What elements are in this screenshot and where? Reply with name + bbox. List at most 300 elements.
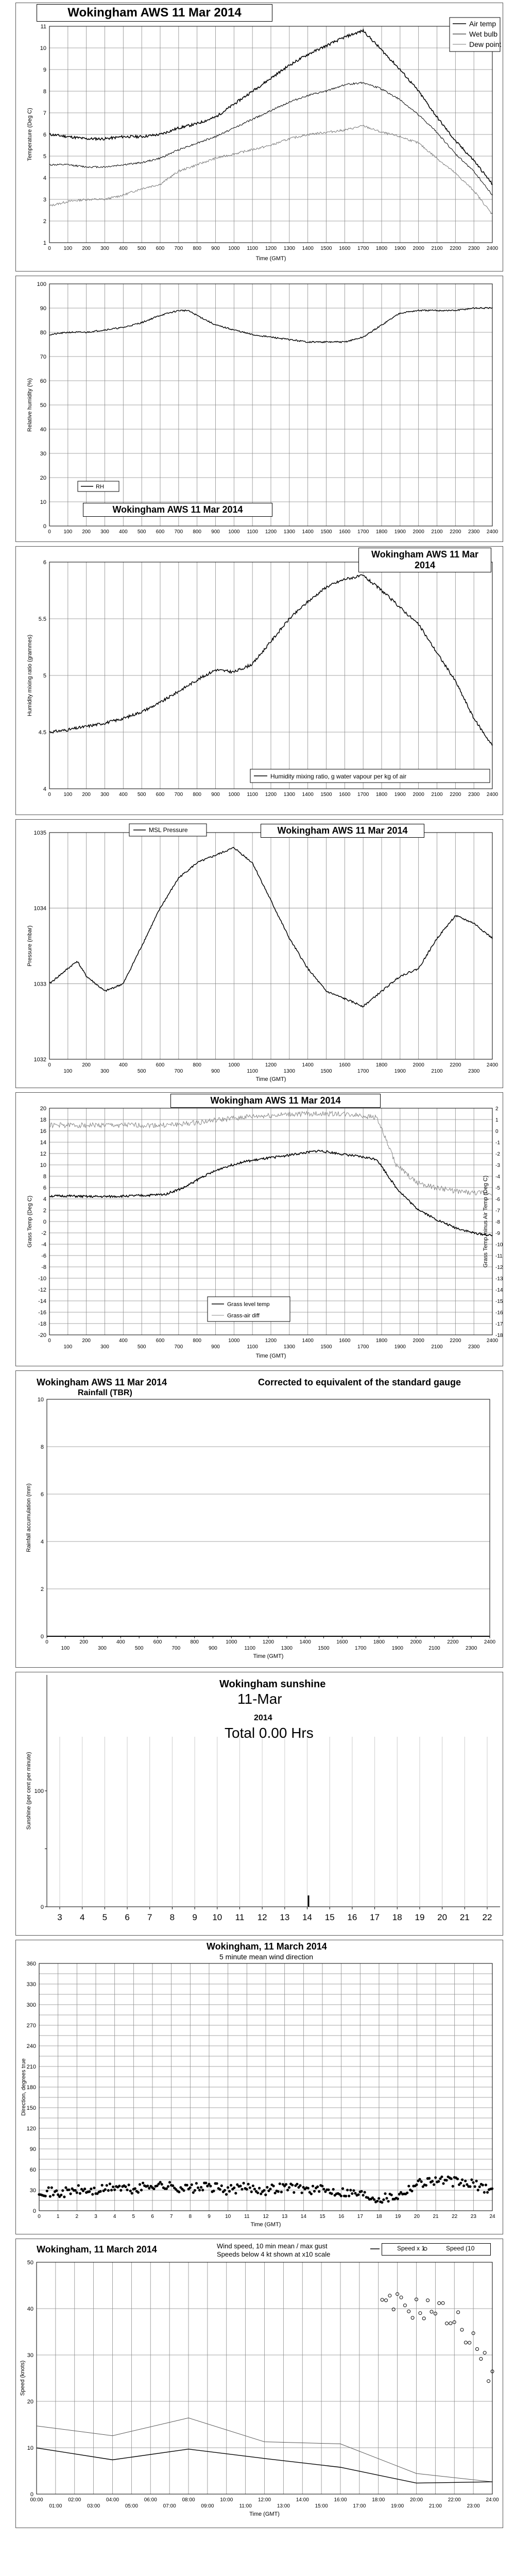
scatter-point	[415, 2183, 418, 2186]
x-tick-label: 2100	[431, 529, 443, 535]
x-tick-label: 1200	[265, 529, 277, 535]
x-tick-label: 1700	[355, 1646, 367, 1651]
x-tick-label: 7	[147, 1912, 152, 1922]
x-tick-label: 04:00	[106, 2497, 119, 2503]
x-tick-label: 1300	[281, 1646, 293, 1651]
x-tick-label: 21	[433, 2214, 439, 2219]
x-tick-label: 500	[134, 1646, 144, 1651]
y-tick-label: -10	[38, 1276, 46, 1282]
scatter-point	[63, 2196, 65, 2198]
y2-tick-label: -16	[495, 1310, 503, 1316]
y-tick-label: -16	[38, 1310, 46, 1316]
scatter-point	[286, 2189, 289, 2191]
x-tick-label: 100	[63, 1344, 73, 1350]
x-tick-label: 1100	[247, 792, 258, 798]
scatter-point	[88, 2190, 91, 2193]
scatter-point-speed-x10	[457, 2311, 460, 2314]
scatter-point	[200, 2186, 202, 2189]
x-tick-label: 900	[211, 529, 220, 535]
x-tick-label: 0	[48, 792, 51, 798]
x-tick-label: 500	[137, 529, 146, 535]
y-tick-label: 10	[27, 2445, 33, 2451]
x-tick-label: 8	[188, 2214, 192, 2219]
y-axis-label: Sunshine (per cent per minute)	[26, 1752, 32, 1830]
y2-tick-label: -17	[495, 1321, 503, 1327]
scatter-point	[486, 2191, 489, 2194]
x-tick-label: 2100	[431, 1069, 443, 1074]
x-tick-label: 1300	[283, 1344, 295, 1350]
y-tick-label: 300	[26, 2002, 36, 2008]
x-tick-label: 17	[357, 2214, 363, 2219]
y-axis-label: Rainfall accumulation (mm)	[26, 1483, 32, 1552]
scatter-point	[340, 2195, 342, 2197]
x-tick-label: 800	[193, 792, 202, 798]
x-tick-label: 1400	[299, 1639, 311, 1645]
x-axis-label: Time (GMT)	[249, 2511, 280, 2517]
x-tick-label: 600	[156, 1338, 165, 1344]
y-tick-label: 20	[27, 2399, 33, 2405]
scatter-point	[49, 2195, 52, 2198]
scatter-point	[91, 2193, 94, 2196]
x-tick-label: 1900	[394, 246, 406, 251]
x-tick-label: 300	[100, 246, 109, 251]
y-tick-label: 3	[43, 197, 46, 203]
x-tick-label: 700	[174, 246, 183, 251]
scatter-point-speed-x10	[483, 2351, 486, 2354]
x-tick-label: 0	[48, 1338, 51, 1344]
y-tick-label: 5	[43, 154, 46, 160]
x-tick-label: 300	[100, 1344, 109, 1350]
y-tick-label: 40	[27, 2306, 33, 2312]
scatter-point	[362, 2194, 365, 2196]
chart-subtitle-2: Speeds below 4 kt shown at x10 scale	[217, 2250, 331, 2258]
y-tick-label: 10	[40, 1162, 46, 1168]
scatter-point	[249, 2187, 251, 2189]
y-tick-label: 12	[40, 1151, 46, 1157]
y-tick-label: 0	[43, 523, 46, 530]
y-tick-label: 0	[32, 2208, 36, 2214]
chart-total: Total 0.00 Hrs	[225, 1725, 314, 1741]
scatter-point	[107, 2189, 110, 2192]
x-tick-label: 13	[282, 2214, 288, 2219]
x-tick-label: 10	[212, 1912, 222, 1922]
scatter-point	[288, 2186, 290, 2189]
scatter-point	[186, 2184, 188, 2187]
x-tick-label: 2000	[413, 1062, 424, 1068]
y-tick-label: 5.5	[38, 616, 46, 622]
x-tick-label: 100	[63, 529, 73, 535]
x-tick-label: 1300	[283, 1069, 295, 1074]
scatter-point	[189, 2187, 192, 2189]
x-tick-label: 2200	[450, 792, 461, 798]
scatter-point	[250, 2191, 253, 2193]
scatter-point	[128, 2183, 130, 2186]
scatter-point	[83, 2188, 86, 2190]
y-tick-label: 7	[43, 110, 46, 116]
scatter-point	[272, 2184, 275, 2187]
y-tick-label: 30	[40, 451, 46, 457]
x-tick-label: 200	[82, 792, 91, 798]
scatter-point	[434, 2176, 437, 2179]
x-tick-label: 800	[193, 1338, 202, 1344]
scatter-point	[77, 2184, 80, 2187]
y2-tick-label: -2	[495, 1151, 500, 1157]
x-tick-label: 1600	[336, 1639, 348, 1645]
x-tick-label: 1900	[394, 529, 406, 535]
x-tick-label: 300	[100, 529, 109, 535]
scatter-point	[216, 2182, 218, 2185]
scatter-point	[459, 2182, 462, 2184]
x-tick-label: 2300	[468, 1344, 480, 1350]
x-tick-label: 1000	[228, 529, 240, 535]
scatter-point	[296, 2183, 298, 2185]
scatter-point	[195, 2182, 198, 2184]
scatter-point	[204, 2182, 207, 2184]
x-tick-label: 16:00	[334, 2497, 347, 2503]
scatter-point-speed-x10	[392, 2308, 395, 2311]
scatter-point	[442, 2182, 444, 2185]
x-tick-label: 1200	[265, 1338, 277, 1344]
scatter-point	[410, 2190, 413, 2192]
scatter-point-speed-x10	[422, 2317, 425, 2320]
x-tick-label: 8	[169, 1912, 175, 1922]
x-tick-label: 9	[192, 1912, 197, 1922]
x-tick-label: 9	[208, 2214, 211, 2219]
scatter-point	[373, 2198, 375, 2201]
legend-label-grass-temp: Grass level temp	[227, 1301, 270, 1308]
scatter-point	[349, 2189, 352, 2191]
y2-tick-label: -9	[495, 1231, 500, 1236]
x-tick-label: 2300	[468, 529, 480, 535]
scatter-point	[212, 2190, 215, 2192]
y-tick-label: -6	[41, 1253, 46, 1259]
y-tick-label: 330	[26, 1981, 36, 1988]
x-tick-label: 100	[63, 1069, 73, 1074]
x-tick-label: 2100	[431, 792, 443, 798]
y-tick-label: -14	[38, 1298, 46, 1304]
chart-title: Wokingham, 11 March 2014	[37, 2244, 157, 2255]
y-tick-label: 14	[40, 1140, 46, 1146]
x-tick-label: 18:00	[372, 2497, 385, 2503]
grass-temp-chart	[16, 1093, 503, 1366]
y-axis-label: Direction, degrees true	[21, 2058, 27, 2116]
scatter-point	[201, 2189, 204, 2191]
scatter-point	[266, 2186, 268, 2189]
x-tick-label: 1200	[262, 1639, 274, 1645]
scatter-point	[332, 2188, 335, 2191]
x-tick-label: 200	[82, 529, 91, 535]
x-tick-label: 6	[151, 2214, 154, 2219]
x-tick-label: 2200	[450, 529, 461, 535]
x-tick-label: 1200	[265, 246, 277, 251]
x-tick-label: 700	[174, 529, 183, 535]
x-axis-label: Time (GMT)	[255, 1076, 286, 1082]
scatter-point	[327, 2189, 330, 2191]
y-tick-label: 20	[40, 475, 46, 481]
x-tick-label: 23	[470, 2214, 476, 2219]
x-tick-label: 2100	[431, 246, 443, 251]
x-tick-label: 1600	[339, 1062, 351, 1068]
y-tick-label: 30	[27, 2352, 33, 2359]
x-tick-label: 18	[392, 1912, 402, 1922]
scatter-point-speed-x10	[426, 2299, 430, 2302]
x-tick-label: 100	[63, 246, 73, 251]
x-tick-label: 22	[452, 2214, 458, 2219]
chart-title: Wokingham AWS 11 Mar 2014	[170, 1094, 381, 1108]
y-tick-label: 2	[43, 1208, 46, 1214]
mixing-ratio-chart-panel	[15, 546, 503, 815]
scatter-point	[70, 2193, 72, 2195]
x-tick-label: 16	[338, 2214, 345, 2219]
y-tick-label: 0	[43, 1219, 46, 1225]
scatter-point	[313, 2190, 316, 2193]
y-axis-label: Humidity mixing ratio (grammes)	[27, 634, 33, 717]
scatter-point-speed-x10	[411, 2316, 414, 2319]
x-tick-label: 16	[347, 1912, 357, 1922]
scatter-point-speed-x10	[449, 2322, 452, 2325]
x-tick-label: 2400	[486, 1338, 499, 1344]
scatter-point	[345, 2195, 347, 2197]
x-tick-label: 200	[82, 1062, 91, 1068]
x-tick-label: 1600	[339, 246, 351, 251]
y-tick-label: 50	[27, 2260, 33, 2266]
scatter-point	[93, 2187, 95, 2189]
x-tick-label: 1100	[247, 246, 258, 251]
x-tick-label: 200	[79, 1639, 89, 1645]
scatter-point	[171, 2184, 174, 2187]
scatter-point	[474, 2185, 476, 2188]
chart-date: 11-Mar	[237, 1691, 282, 1707]
scatter-point	[243, 2182, 245, 2184]
x-tick-label: 2000	[413, 792, 424, 798]
scatter-point	[64, 2187, 67, 2189]
scatter-point	[346, 2189, 349, 2191]
scatter-point	[228, 2190, 231, 2193]
scatter-point	[47, 2187, 50, 2189]
x-tick-label: 05:00	[125, 2503, 138, 2509]
scatter-point	[112, 2185, 114, 2188]
x-tick-label: 900	[211, 1069, 220, 1074]
x-tick-label: 06:00	[144, 2497, 157, 2503]
scatter-point	[90, 2188, 92, 2190]
chart-year: 2014	[254, 1714, 272, 1722]
scatter-point	[124, 2185, 127, 2188]
x-tick-label: 0	[45, 1639, 48, 1645]
x-tick-label: 2300	[468, 246, 480, 251]
scatter-point	[419, 2178, 421, 2181]
scatter-point	[390, 2194, 393, 2196]
scatter-point	[280, 2191, 283, 2193]
chart-note: Corrected to equivalent of the standard gauge	[258, 1377, 461, 1387]
scatter-point	[464, 2180, 467, 2182]
x-tick-label: 5	[102, 1912, 108, 1922]
legend-label-grass-air-diff: Grass-air diff	[227, 1313, 260, 1319]
scatter-point-speed-x10	[400, 2296, 403, 2299]
scatter-point	[348, 2195, 350, 2197]
scatter-point	[140, 2189, 143, 2191]
scatter-point	[79, 2192, 81, 2195]
wind-direction-chart-panel	[15, 1940, 503, 2234]
scatter-point	[382, 2198, 385, 2201]
x-tick-label: 1100	[247, 1344, 258, 1350]
scatter-point	[377, 2197, 380, 2200]
x-tick-label: 18	[376, 2214, 382, 2219]
scatter-point	[461, 2178, 464, 2181]
scatter-point	[44, 2195, 47, 2197]
y2-tick-label: -6	[495, 1197, 500, 1202]
scatter-point	[312, 2185, 314, 2188]
x-tick-label: 700	[174, 792, 183, 798]
y-tick-label: 30	[29, 2188, 36, 2194]
scatter-point	[131, 2192, 133, 2195]
x-tick-label: 1500	[320, 792, 332, 798]
scatter-point	[118, 2184, 121, 2187]
y-tick-label: -8	[41, 1264, 46, 1270]
chart-title: Wokingham sunshine	[219, 1679, 326, 1690]
scatter-point	[301, 2192, 303, 2194]
x-tick-label: 4	[113, 2214, 116, 2219]
x-tick-label: 1400	[302, 529, 314, 535]
scatter-point	[161, 2183, 163, 2185]
y-tick-label: 5	[43, 673, 46, 679]
x-tick-label: 1000	[228, 1062, 240, 1068]
scatter-point	[220, 2184, 223, 2187]
scatter-point	[310, 2193, 313, 2195]
scatter-point	[352, 2189, 355, 2192]
scatter-point	[106, 2184, 108, 2187]
x-tick-label: 400	[118, 246, 128, 251]
scatter-point	[104, 2188, 107, 2191]
scatter-point	[148, 2187, 150, 2190]
scatter-point	[168, 2181, 171, 2183]
scatter-point	[364, 2191, 366, 2194]
scatter-point	[341, 2187, 344, 2190]
scatter-point	[126, 2189, 128, 2191]
scatter-point	[472, 2181, 474, 2184]
x-tick-label: 700	[174, 1069, 183, 1074]
x-tick-label: 800	[193, 1062, 202, 1068]
y-tick-label: 80	[40, 330, 46, 336]
chart-title: Wokingham AWS 11 Mar 2014	[37, 4, 272, 22]
y-tick-label: 10	[37, 1397, 44, 1403]
x-tick-label: 4	[79, 1912, 85, 1922]
scatter-point	[99, 2190, 102, 2193]
y-tick-label: 270	[26, 2023, 36, 2029]
scatter-point	[76, 2191, 78, 2194]
scatter-point	[67, 2189, 70, 2191]
scatter-point-speed-x10	[460, 2328, 464, 2331]
mixing-ratio-chart	[16, 547, 503, 815]
x-tick-label: 2000	[413, 1338, 424, 1344]
x-tick-label: 1800	[373, 1639, 385, 1645]
scatter-point	[470, 2178, 473, 2181]
x-tick-label: 23:00	[467, 2503, 480, 2509]
x-tick-label: 900	[211, 246, 220, 251]
y-tick-label: 180	[26, 2084, 36, 2091]
x-tick-label: 00:00	[30, 2497, 43, 2503]
scatter-point	[225, 2193, 228, 2196]
y-tick-label: 11	[40, 24, 46, 30]
scatter-point-speed-x10	[476, 2348, 479, 2351]
scatter-point-speed-x10	[441, 2301, 444, 2304]
x-tick-label: 11:00	[239, 2503, 252, 2509]
x-tick-label: 1800	[375, 246, 388, 251]
scatter-point	[437, 2180, 440, 2183]
x-tick-label: 15	[324, 1912, 335, 1922]
scatter-point	[252, 2184, 254, 2187]
x-tick-label: 2400	[484, 1639, 496, 1645]
x-tick-label: 1800	[375, 1062, 388, 1068]
temperature-chart-panel	[15, 3, 503, 272]
scatter-point	[239, 2184, 242, 2187]
scatter-point	[269, 2188, 271, 2190]
legend-dew-point: Dew point	[469, 40, 502, 48]
y-tick-label: 100	[37, 281, 46, 287]
y2-tick-label: -18	[495, 1333, 503, 1338]
scatter-point-speed-x10	[403, 2304, 406, 2307]
x-tick-label: 400	[118, 1338, 128, 1344]
x-tick-label: 1	[56, 2214, 60, 2219]
x-tick-label: 01:00	[49, 2503, 62, 2509]
y-tick-label: 60	[29, 2167, 36, 2173]
y-tick-label: 4	[43, 1196, 46, 1202]
legend-air-temp: Air temp	[469, 20, 496, 28]
scatter-point	[227, 2186, 229, 2189]
x-tick-label: 700	[171, 1646, 181, 1651]
scatter-point	[433, 2183, 435, 2186]
scatter-point	[485, 2183, 487, 2186]
x-tick-label: 1100	[244, 1646, 255, 1651]
y-tick-label: 40	[40, 427, 46, 433]
scatter-point	[52, 2194, 55, 2196]
scatter-point	[331, 2192, 333, 2195]
y2-tick-label: 1	[495, 1117, 499, 1123]
x-tick-label: 2200	[450, 246, 461, 251]
y-tick-label: 0	[40, 1634, 44, 1640]
x-tick-label: 800	[190, 1639, 199, 1645]
x-tick-label: 1100	[247, 1069, 258, 1074]
scatter-point	[152, 2188, 155, 2190]
x-tick-label: 08:00	[182, 2497, 195, 2503]
x-tick-label: 1500	[318, 1646, 330, 1651]
scatter-point	[384, 2192, 386, 2195]
x-tick-label: 1700	[357, 792, 369, 798]
x-tick-label: 1500	[320, 246, 332, 251]
wind-speed-chart	[16, 2239, 503, 2528]
scatter-point	[445, 2179, 448, 2181]
scatter-point-speed-x10	[468, 2341, 471, 2344]
chart-subtitle: Rainfall (TBR)	[78, 1388, 132, 1397]
legend-speed-x10: Speed (10	[446, 2245, 475, 2252]
pressure-chart	[16, 820, 503, 1088]
scatter-point-speed-x10	[430, 2310, 433, 2313]
scatter-point	[385, 2197, 388, 2199]
y-tick-label: 10	[40, 499, 46, 505]
x-tick-label: 1200	[265, 792, 277, 798]
x-tick-label: 900	[211, 792, 220, 798]
x-tick-label: 1400	[302, 1338, 314, 1344]
legend-label-pressure: MSL Pressure	[149, 826, 188, 834]
pressure-chart-panel	[15, 819, 503, 1088]
y2-tick-label: -4	[495, 1174, 500, 1180]
scatter-point	[129, 2190, 132, 2192]
scatter-point	[61, 2189, 64, 2192]
chart-subtitle: Wind speed, 10 min mean / max gust	[217, 2242, 328, 2250]
x-tick-label: 22	[482, 1912, 492, 1922]
y-tick-label: 210	[26, 2064, 36, 2070]
x-tick-label: 21:00	[428, 2503, 442, 2509]
x-tick-label: 800	[193, 529, 202, 535]
